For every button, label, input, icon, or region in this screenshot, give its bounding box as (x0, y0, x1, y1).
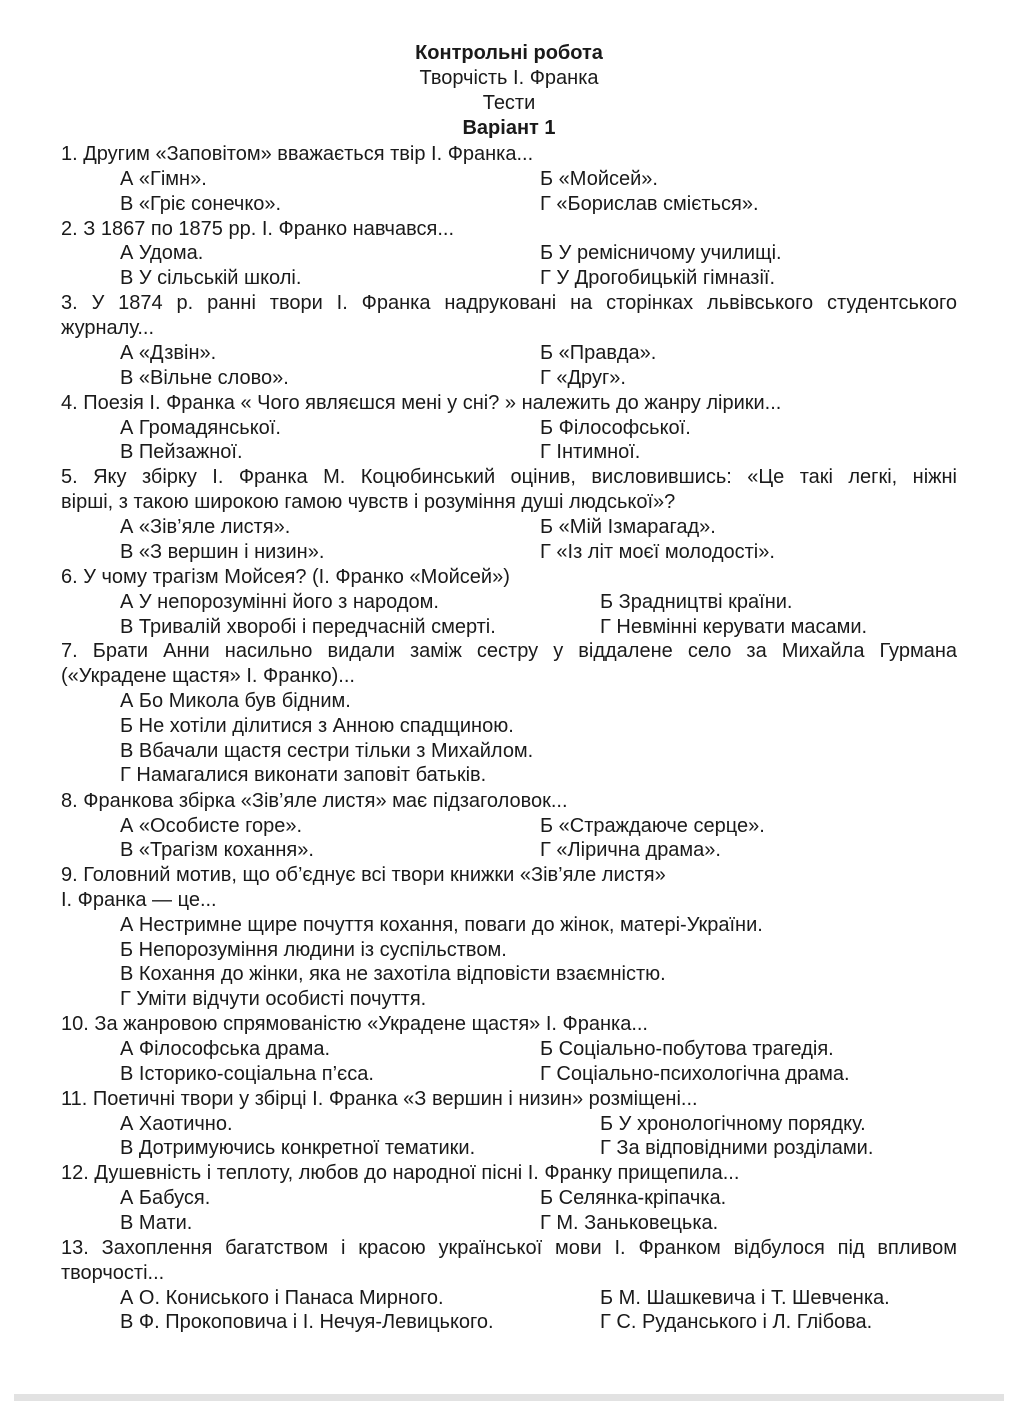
question-13-continued: творчості... (61, 1262, 165, 1284)
answer-option: Г «Із літ моєї молодості». (540, 541, 775, 563)
question-3: 3. У 1874 р. ранні твори І. Франка надруковані на сторінках львівського студентського (61, 292, 957, 314)
answer-option: А Бо Микола був бідним. (120, 690, 351, 712)
answer-option: В Дотримуючись конкретної тематики. (120, 1137, 476, 1159)
answer-option: Б Зрадництві країни. (600, 591, 793, 613)
answer-option: Г «Друг». (540, 367, 626, 389)
question-3-continued: журналу... (61, 317, 155, 339)
answer-option: Б Селянка-кріпачка. (540, 1187, 727, 1209)
answer-option: Б У ремісничому училищі. (540, 242, 782, 264)
answer-option: Г Уміти відчути особисті почуття. (120, 988, 427, 1010)
page-title: Контрольні робота (415, 42, 603, 64)
answer-option: Г Соціально-психологічна драма. (540, 1063, 850, 1085)
answer-option: В «Трагізм кохання». (120, 839, 314, 861)
answer-option: Б «Правда». (540, 342, 657, 364)
answer-option: Б Філософської. (540, 417, 691, 439)
answer-option: Г У Дрогобицькій гімназії. (540, 267, 775, 289)
answer-option: В Історико-соціальна п’єса. (120, 1063, 374, 1085)
question-5-continued: вірші, з такою широкою гамою чувств і розуміння душі людської»? (61, 491, 676, 513)
question-5: 5. Яку збірку І. Франка М. Коцюбинський оцінив, висловившись: «Це такі легкі, ніжні (61, 466, 957, 488)
answer-option: Г М. Заньковецька. (540, 1212, 719, 1234)
answer-option: В Тривалій хворобі і передчасній смерті. (120, 616, 496, 638)
variant-label: Варіант 1 (462, 117, 556, 139)
answer-option: А «Зів’яле листя». (120, 516, 291, 538)
answer-option: В «Гріє сонечко». (120, 193, 282, 215)
answer-option: А Філософська драма. (120, 1038, 330, 1060)
answer-option: В Кохання до жінки, яка не захотіла відповісти взаємністю. (120, 963, 666, 985)
question-10: 10. За жанровою спрямованістю «Украдене щастя» І. Франка... (61, 1013, 648, 1035)
answer-option: Б «Страждаюче серце». (540, 815, 765, 837)
question-4: 4. Поезія І. Франка « Чого являєшся мені у сні? » належить до жанру лірики... (61, 392, 782, 414)
question-13: 13. Захоплення багатством і красою української мови І. Франком відбулося під впливом (61, 1237, 957, 1259)
answer-option: А У непорозумінні його з народом. (120, 591, 439, 613)
answer-option: В Мати. (120, 1212, 193, 1234)
answer-option: В У сільській школі. (120, 267, 302, 289)
answer-option: А Нестримне щире почуття кохання, поваги до жінок, матері-України. (120, 914, 763, 936)
page-subtitle: Творчість І. Франка (419, 67, 599, 89)
question-2: 2. З 1867 по 1875 рр. І. Франко навчався... (61, 218, 454, 240)
answer-option: В «З вершин і низин». (120, 541, 325, 563)
answer-option: Г Намагалися виконати заповіт батьків. (120, 764, 487, 786)
answer-option: Б «Мойсей». (540, 168, 658, 190)
answer-option: Б Не хотіли ділитися з Анною спадщиною. (120, 715, 514, 737)
question-6: 6. У чому трагізм Мойсея? (І. Франко «Мойсей») (61, 566, 510, 588)
answer-option: Б Соціально-побутова трагедія. (540, 1038, 834, 1060)
answer-option: Б «Мій Ізмарагад». (540, 516, 716, 538)
question-8: 8. Франкова збірка «Зів’яле листя» має підзаголовок... (61, 790, 568, 812)
answer-option: Г С. Руданського і Л. Глібова. (600, 1311, 873, 1333)
answer-option: Б У хронологічному порядку. (600, 1113, 866, 1135)
answer-option: А Хаотично. (120, 1113, 233, 1135)
answer-option: Б М. Шашкевича і Т. Шевченка. (600, 1287, 890, 1309)
question-9: 9. Головний мотив, що об’єднує всі твори книжки «Зів’яле листя» (61, 864, 666, 886)
answer-option: В «Вільне слово». (120, 367, 289, 389)
question-7: 7. Брати Анни насильно видали заміж сестру у віддалене село за Михайла Гурмана (61, 640, 957, 662)
question-11: 11. Поетичні твори у збірці І. Франка «З вершин і низин» розміщені... (61, 1088, 698, 1110)
answer-option: Г Невмінні керувати масами. (600, 616, 868, 638)
answer-option: В Пейзажної. (120, 441, 243, 463)
answer-option: А «Гімн». (120, 168, 207, 190)
answer-option: В Вбачали щастя сестри тільки з Михайлом. (120, 740, 534, 762)
page-bottom-edge (14, 1394, 1004, 1401)
question-7-continued: («Украдене щастя» І. Франко)... (61, 665, 355, 687)
answer-option: А Удома. (120, 242, 204, 264)
answer-option: Г За відповідними розділами. (600, 1137, 874, 1159)
question-9-continued: І. Франка — це... (61, 889, 217, 911)
answer-option: Г Інтимної. (540, 441, 641, 463)
answer-option: Г «Лірична драма». (540, 839, 721, 861)
section-label: Тести (482, 92, 536, 114)
answer-option: А Громадянської. (120, 417, 281, 439)
answer-option: А Бабуся. (120, 1187, 211, 1209)
answer-option: А «Особисте горе». (120, 815, 303, 837)
answer-option: А О. Кониського і Панаса Мирного. (120, 1287, 444, 1309)
question-1: 1. Другим «Заповітом» вважається твір І. Франка... (61, 143, 534, 165)
question-12: 12. Душевність і теплоту, любов до народної пісні І. Франку прищепила... (61, 1162, 740, 1184)
answer-option: Г «Борислав сміється». (540, 193, 759, 215)
answer-option: В Ф. Прокоповича і І. Нечуя-Левицького. (120, 1311, 494, 1333)
answer-option: А «Дзвін». (120, 342, 217, 364)
answer-option: Б Непорозуміння людини із суспільством. (120, 939, 507, 961)
